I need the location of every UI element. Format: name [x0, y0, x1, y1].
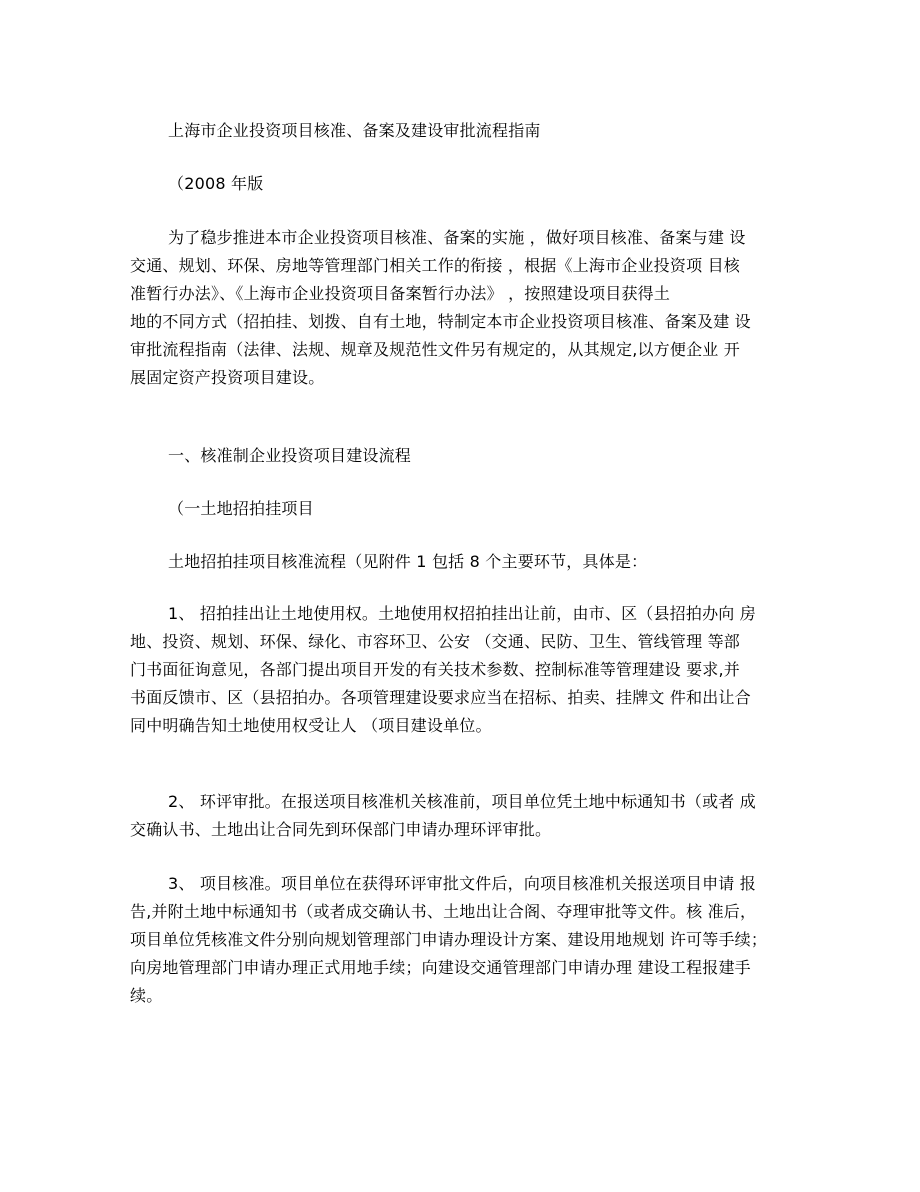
step-2-paragraph: [130, 788, 794, 844]
overview-paragraph: [130, 548, 832, 576]
title-line: 上海市企业投资项目核准、备案及建设审批流程指南: [168, 121, 541, 140]
paragraph-line: 展固定资产投资项目建设。: [130, 368, 325, 387]
paragraph-line: 为了稳步推进本市企业投资项目核准、备案的实施 ，做好项目核准、备案与建 设: [168, 228, 746, 247]
paragraph-line: 3、 项目核准。项目单位在获得环评审批文件后，向项目核准机关报送项目申请 报: [168, 874, 756, 893]
document-title: [130, 117, 832, 145]
paragraph-line: 地、投资、规划、环保、绿化、市容环卫、公安 （交通、民防、卫生、管线管理 等部: [130, 632, 740, 651]
paragraph-line: 续。: [130, 986, 163, 1005]
paragraph-line: 向房地管理部门申请办理正式用地手续；向建设交通管理部门申请办理 建设工程报建手: [130, 958, 751, 977]
paragraph-line: 项目单位凭核准文件分别向规划管理部门申请办理设计方案、建设用地规划 许可等手续；: [130, 930, 768, 949]
paragraph-line: 地的不同方式（招拍挂、划拨、自有土地，特制定本市企业投资项目核准、备案及建 设: [130, 312, 751, 331]
intro-paragraph: [130, 224, 794, 392]
section-heading: [130, 442, 832, 470]
section-heading-line: 一、核准制企业投资项目建设流程: [168, 446, 412, 465]
subsection-heading: [130, 495, 832, 523]
paragraph-line: 准暂行办法》、《上海市企业投资项目备案暂行办法》 ，按照建设项目获得土: [130, 284, 671, 303]
paragraph-line: 土地招拍挂项目核准流程（见附件 1 包括 8 个主要环节，具体是：: [168, 552, 648, 571]
paragraph-line: 交确认书、土地出让合同先到环保部门申请办理环评审批。: [130, 820, 552, 839]
step-3-paragraph: [130, 870, 794, 1010]
paragraph-line: 门书面征询意见，各部门提出项目开发的有关技术参数、控制标准等管理建设 要求,并: [130, 660, 740, 679]
step-1-paragraph: [130, 600, 794, 740]
subsection-heading-line: （一土地招拍挂项目: [168, 499, 314, 518]
paragraph-line: 1、 招拍挂出让土地使用权。土地使用权招拍挂出让前，由市、区（县招拍办向 房: [168, 604, 756, 623]
paragraph-line: 审批流程指南（法律、法规、规章及规范性文件另有规定的，从其规定,以方便企业 开: [130, 340, 740, 359]
edition-label: [130, 170, 832, 198]
paragraph-line: 同中明确告知土地使用权受让人 （项目建设单位。: [130, 716, 492, 735]
edition-line: （2008 年版: [168, 174, 264, 193]
paragraph-line: 2、 环评审批。在报送项目核准机关核准前，项目单位凭土地中标通知书（或者 成: [168, 792, 756, 811]
paragraph-line: 书面反馈市、区（县招拍办。各项管理建设要求应当在招标、拍卖、挂牌文 件和出让合: [130, 688, 751, 707]
paragraph-line: 告,并附土地中标通知书（或者成交确认书、土地出让合阁、夺理审批等文件。核 准后，: [130, 902, 757, 921]
paragraph-line: 交通、规划、环保、房地等管理部门相关工作的衔接 ，根据《上海市企业投资项 目核: [130, 256, 740, 275]
